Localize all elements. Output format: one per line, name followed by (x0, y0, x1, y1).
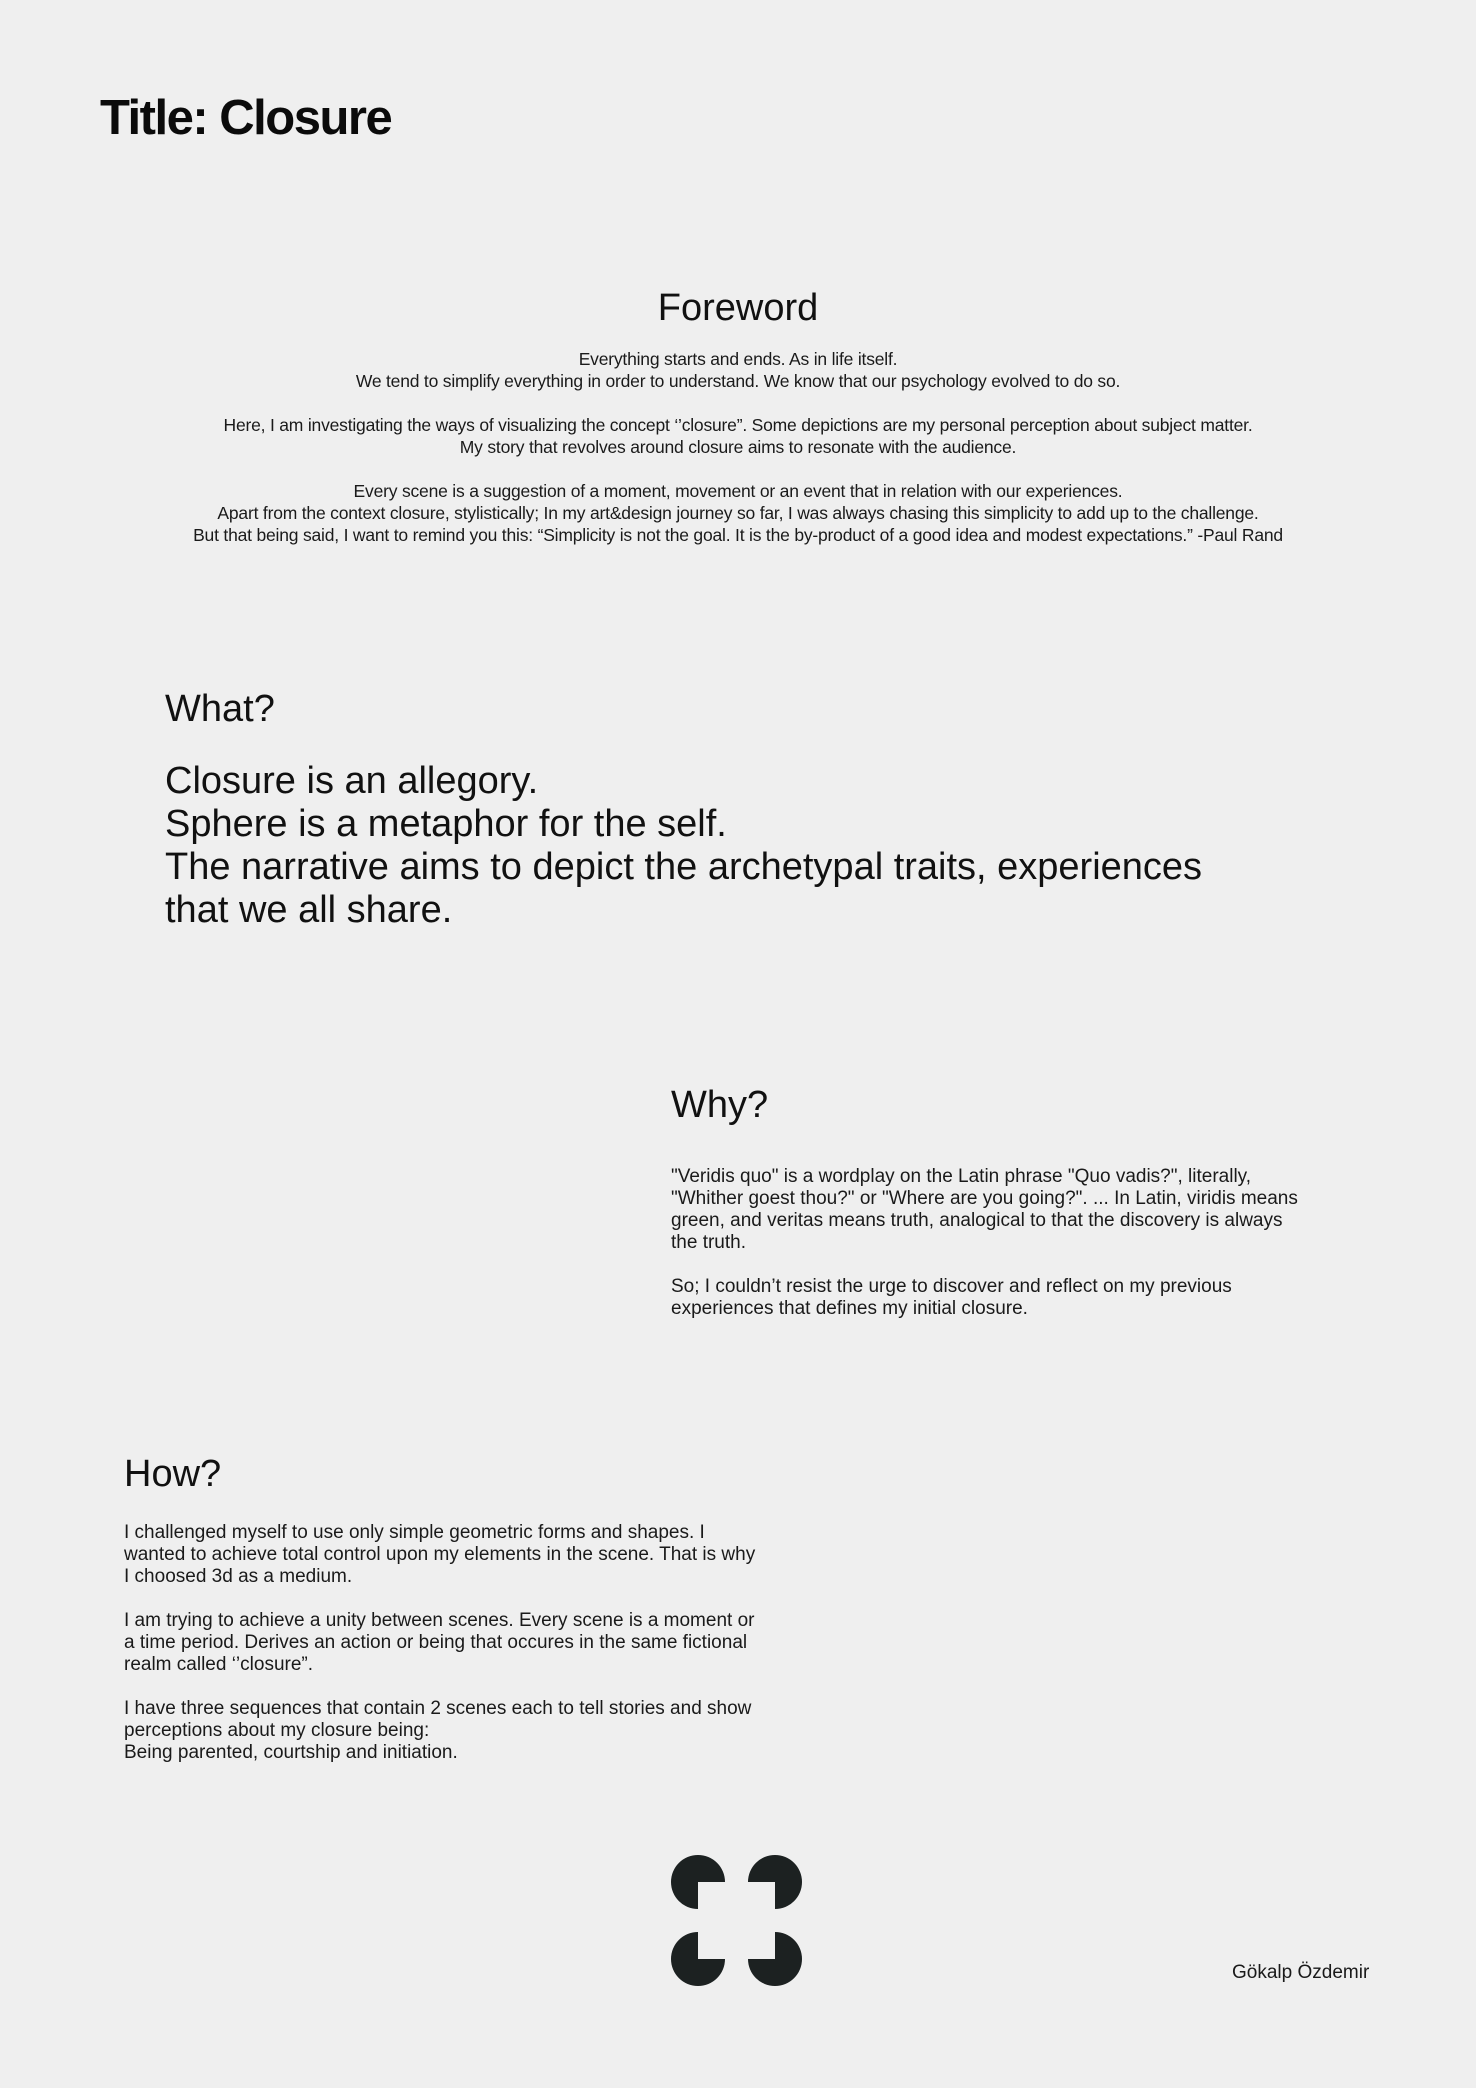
foreword-quote-line: But that being said, I want to remind you this: “Simplicity is not the goal. It is the by-product of a good idea and modest expectations.” -Paul Rand (193, 525, 1283, 545)
how-line: I am trying to achieve a unity between scenes. Every scene is a moment or (124, 1610, 755, 1631)
foreword-line: My story that revolves around closure aims to resonate with the audience. (459, 437, 1017, 457)
how-line: I have three sequences that contain 2 scenes each to tell stories and show (124, 1698, 752, 1719)
how-paragraph (124, 1698, 814, 1764)
how-line: a time period. Derives an action or being that occures in the same fictional (124, 1632, 748, 1653)
what-heading: What? (165, 688, 275, 730)
foreword-line: We tend to simplify everything in order to understand. We know that our psychology evolved to do so. (355, 371, 1121, 391)
foreword-line: Here, I am investigating the ways of visualizing the concept ‘’closure”. Some depictions are my personal perception about subject matter. (223, 415, 1253, 435)
page-title: Title: Closure (100, 91, 392, 145)
how-line: I challenged myself to use only simple geometric forms and shapes. I (124, 1522, 705, 1543)
how-line: I choosed 3d as a medium. (124, 1566, 353, 1587)
what-body (165, 760, 1315, 932)
how-line: realm called ‘’closure”. (124, 1654, 314, 1675)
how-body (124, 1522, 814, 1786)
foreword-paragraph (0, 348, 1476, 392)
why-heading: Why? (671, 1084, 769, 1126)
how-line: wanted to achieve total control upon my elements in the scene. That is why (124, 1544, 756, 1565)
how-line: Being parented, courtship and initiation. (124, 1742, 458, 1763)
why-paragraph: "Veridis quo" is a wordplay on the Latin phrase "Quo vadis?", literally, "Whither goest thou?" or "Where are you going?". ... In Latin, viridis means green, and veritas means truth, analogical to that the discovery is always the truth. (671, 1166, 1298, 1253)
foreword-paragraph (0, 480, 1476, 546)
what-line: Closure is an allegory. (165, 760, 539, 802)
foreword-line: Everything starts and ends. As in life itself. (578, 349, 898, 369)
foreword-paragraph (0, 414, 1476, 458)
why-body (671, 1166, 1311, 1342)
what-line: Sphere is a metaphor for the self. (165, 803, 727, 845)
how-paragraph (124, 1610, 814, 1676)
foreword-line: Apart from the context closure, stylistically; In my art&design journey so far, I was always chasing this simplicity to add up to the challenge. (217, 503, 1259, 523)
foreword-line: Every scene is a suggestion of a moment, movement or an event that in relation with our experiences. (353, 481, 1123, 501)
how-paragraph (124, 1522, 814, 1588)
foreword-heading: Foreword (657, 287, 819, 329)
kanizsa-square-closure-icon (671, 1855, 805, 1989)
what-line: The narrative aims to depict the archetypal traits, experiences (165, 846, 1203, 888)
author-name: Gökalp Özdemir (1232, 1962, 1370, 1983)
why-paragraph: So; I couldn’t resist the urge to discover and reflect on my previous experiences that defines my initial closure. (671, 1276, 1232, 1319)
what-line: that we all share. (165, 889, 453, 931)
how-heading: How? (124, 1453, 222, 1495)
how-line: perceptions about my closure being: (124, 1720, 430, 1741)
foreword-body (0, 348, 1476, 568)
